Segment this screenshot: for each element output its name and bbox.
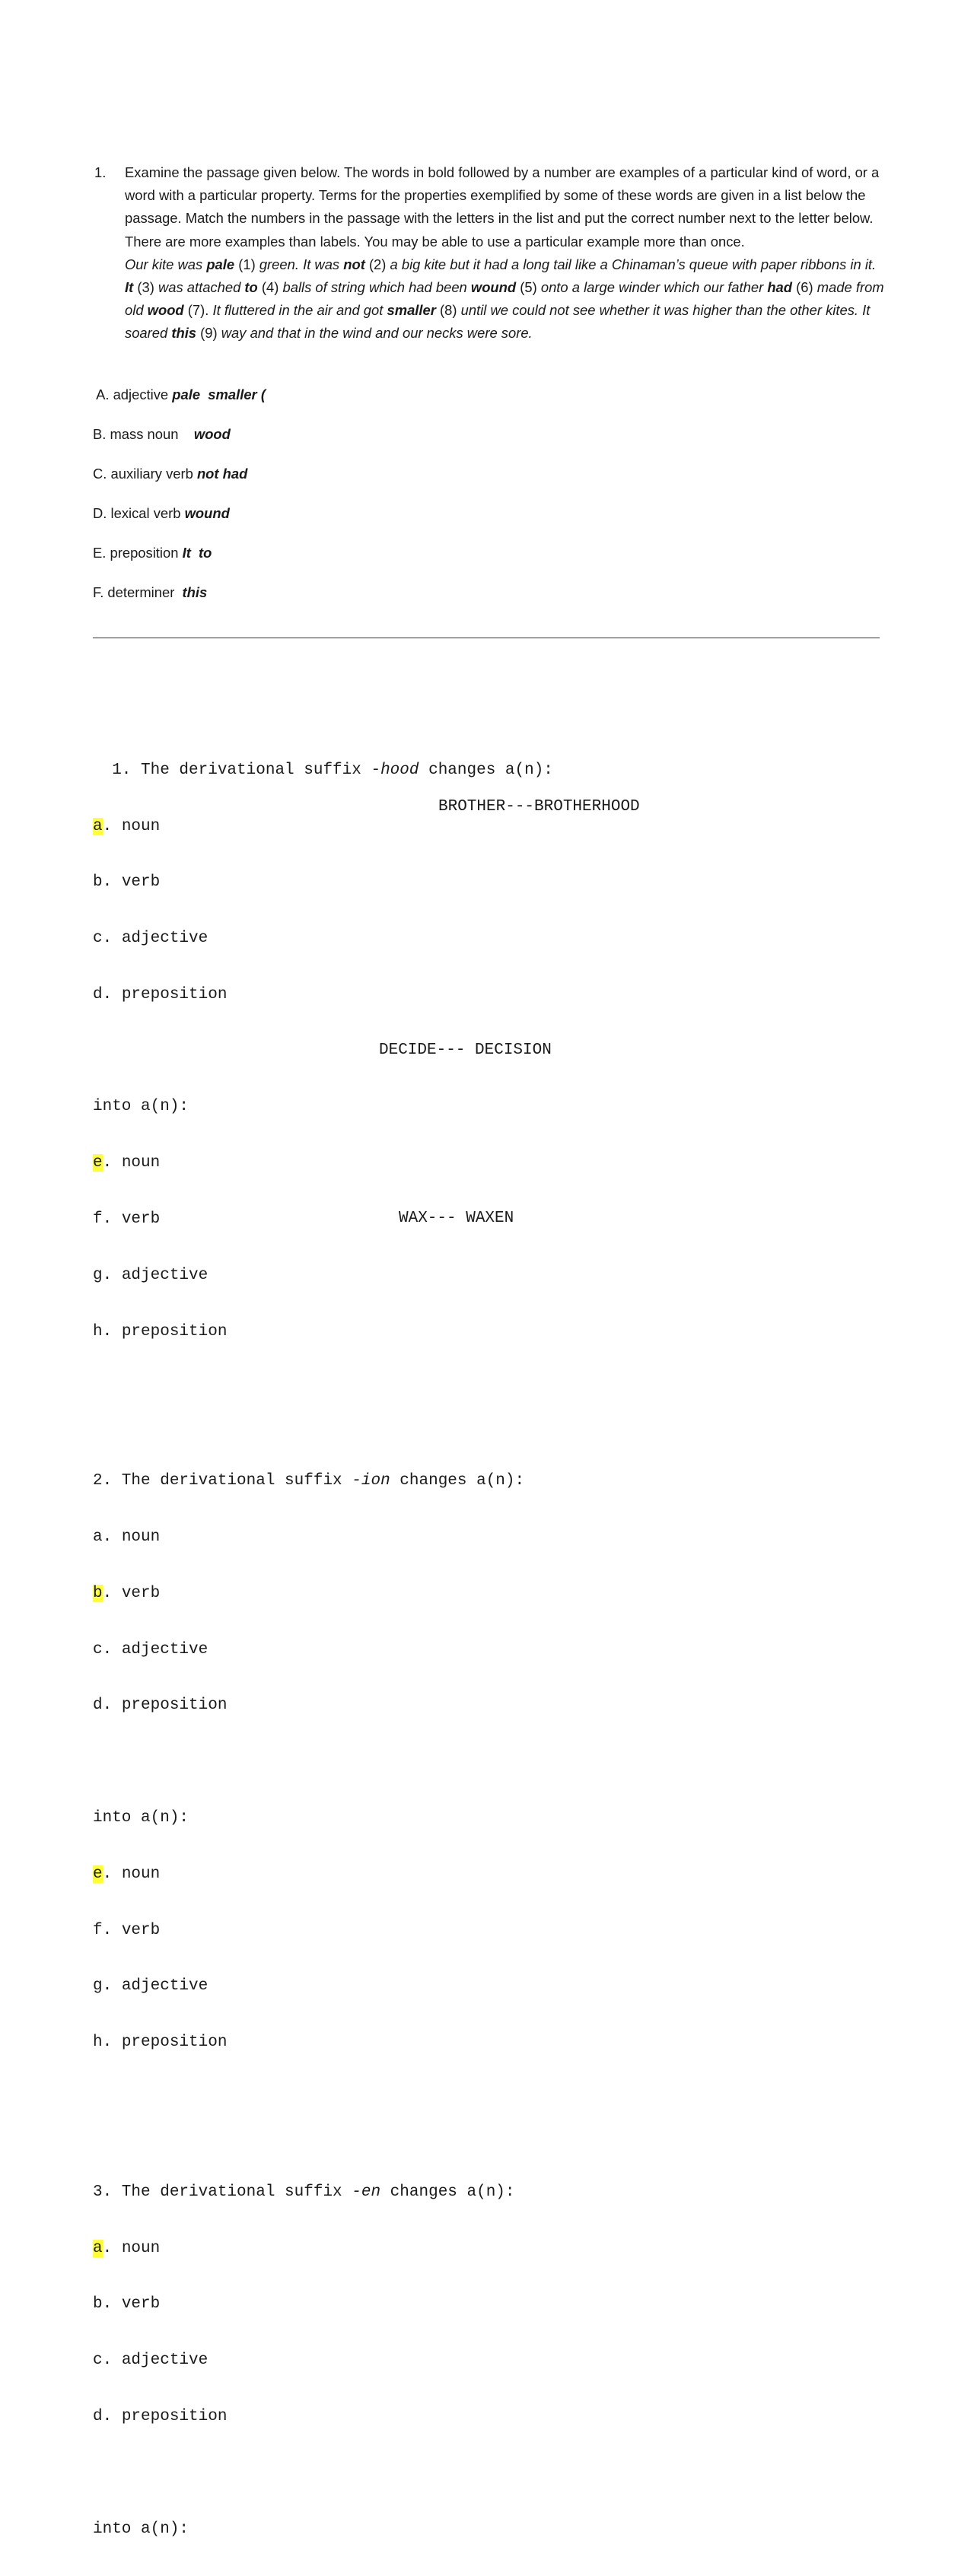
example-pair-3: WAX--- WAXEN — [399, 1210, 514, 1227]
spacer — [93, 1379, 553, 1398]
heading-text: 1. The derivational suffix — [93, 761, 371, 779]
label-text: B. mass noun — [93, 426, 194, 442]
option-c[interactable] — [93, 930, 553, 949]
spacer — [93, 2090, 553, 2109]
option-b[interactable] — [93, 1585, 553, 1604]
option-text: . verb — [102, 1210, 161, 1229]
label-answer: this — [182, 584, 208, 600]
label-answer: not had — [196, 466, 248, 482]
example-number: (2) — [364, 256, 390, 272]
label-row-f — [93, 583, 266, 622]
option-letter: a — [93, 817, 103, 835]
passage-text: until we could not see whether it was higher than the other kites. It soared — [125, 302, 871, 342]
option-text: . verb — [102, 873, 161, 892]
label-answer: It to — [182, 545, 212, 561]
option-letter: b — [93, 1584, 103, 1602]
option-letter: g — [93, 1977, 103, 1996]
option-letter: b — [93, 2295, 103, 2314]
option-text: . preposition — [102, 985, 228, 1003]
example-number: (5) — [516, 279, 541, 296]
suffix: -hood — [371, 761, 419, 779]
bold-word: pale — [206, 256, 235, 272]
option-letter: d — [93, 2408, 103, 2426]
passage-text: was attached — [158, 279, 245, 296]
suffix: -en — [352, 2183, 381, 2201]
option-text: . preposition — [102, 2408, 228, 2426]
option-letter: c — [93, 2352, 103, 2370]
passage-text: made from old — [125, 279, 884, 319]
label-row-a — [93, 385, 266, 425]
bold-word: It — [125, 279, 134, 296]
label-answer: wood — [193, 426, 231, 442]
example-pair-2: DECIDE--- DECISION — [379, 1042, 552, 1059]
option-h[interactable] — [93, 1323, 553, 1342]
item-2-heading — [93, 1472, 553, 1491]
question-instructions: Examine the passage given below. The words in bold followed by a number are examples of a particular kind of word, or a word with a particular property. Terms for the properties exemplified by some of these words are given in a list below the passage. Match the numbers in the passage with the letters in the list and put the correct number next to the letter below. There are more examples than labels. You may be able to use a particular example more than once. — [125, 164, 880, 250]
option-h[interactable] — [93, 2034, 553, 2053]
option-letter: g — [93, 1266, 103, 1284]
option-letter: d — [93, 1697, 103, 1715]
option-text: . adjective — [102, 930, 208, 948]
label-text: D. lexical verb — [93, 505, 185, 521]
label-text: E. preposition — [93, 545, 183, 561]
option-text: . adjective — [102, 1640, 208, 1658]
heading-text: changes a(n): — [390, 1472, 525, 1490]
heading-text: 3. The derivational suffix — [93, 2183, 352, 2201]
option-text: . preposition — [102, 1697, 228, 1715]
suffix: -ion — [352, 1472, 390, 1490]
spacer — [93, 1753, 553, 1772]
example-number: (7). — [183, 302, 213, 319]
option-letter: e — [93, 1865, 103, 1883]
option-text: . verb — [102, 2295, 161, 2314]
option-text: . verb — [102, 1921, 161, 1939]
option-text: . noun — [102, 1865, 161, 1883]
question-1 — [94, 161, 886, 345]
spacer — [93, 2464, 553, 2483]
item-3-heading — [93, 2183, 553, 2202]
into-label: into a(n): — [93, 1098, 189, 1116]
passage-text: Our kite was — [125, 256, 207, 272]
example-number: (6) — [792, 279, 817, 296]
label-answer: wound — [184, 505, 230, 521]
option-text: . noun — [102, 817, 161, 835]
example-pair-1: BROTHER---BROTHERHOOD — [438, 798, 640, 816]
into-label: into a(n): — [93, 2520, 189, 2538]
heading-text: 2. The derivational suffix — [93, 1472, 352, 1490]
option-g[interactable] — [93, 1267, 553, 1286]
option-text: . adjective — [102, 1977, 208, 1996]
bold-word: to — [244, 279, 258, 296]
passage-text: a big kite but it had a long tail like a Chinaman’s queue with paper ribbons in it. — [390, 256, 877, 272]
passage-text: way and that in the wind and our necks were sore. — [221, 325, 533, 342]
label-row-c — [93, 464, 266, 504]
passage-text: onto a large winder which our father — [540, 279, 768, 296]
label-text: F. determiner — [93, 584, 183, 600]
bold-word: wound — [470, 279, 517, 296]
option-d[interactable] — [93, 1697, 553, 1716]
label-row-b — [93, 425, 266, 464]
option-letter: b — [93, 873, 103, 892]
suffix-questions — [93, 705, 553, 2576]
example-number: (4) — [257, 279, 283, 296]
option-text: . preposition — [102, 1322, 228, 1340]
item-1-heading — [93, 762, 553, 781]
option-text: . adjective — [102, 2352, 208, 2370]
example-number: (8) — [435, 302, 461, 319]
label-text: C. auxiliary verb — [93, 466, 197, 482]
heading-text: changes a(n): — [419, 761, 553, 779]
option-letter: a — [93, 1528, 103, 1547]
option-c[interactable] — [93, 2352, 553, 2371]
option-letter: c — [93, 930, 103, 948]
option-b[interactable] — [93, 873, 553, 892]
passage — [125, 253, 886, 345]
label-row-d — [93, 504, 266, 543]
bold-word: not — [343, 256, 365, 272]
option-letter: c — [93, 1640, 103, 1658]
option-e[interactable] — [93, 1154, 553, 1173]
passage-text: green. It was — [259, 256, 344, 272]
option-g[interactable] — [93, 1977, 553, 1996]
option-letter: f — [93, 1921, 103, 1939]
bold-word: wood — [147, 302, 184, 319]
option-text: . noun — [102, 1528, 161, 1547]
label-list — [93, 385, 266, 622]
heading-text: changes a(n): — [380, 2183, 515, 2201]
option-d[interactable] — [93, 986, 553, 1005]
example-number: (3) — [133, 279, 158, 296]
option-letter: a — [93, 2239, 103, 2257]
passage-text: balls of string which had been — [282, 279, 471, 296]
option-c[interactable] — [93, 1641, 553, 1660]
question-number: 1. — [94, 164, 107, 180]
option-letter: h — [93, 2034, 103, 2052]
option-letter: h — [93, 1322, 103, 1340]
option-text: . verb — [102, 1584, 161, 1602]
option-text: . noun — [102, 1154, 161, 1172]
label-answer: pale smaller ( — [172, 386, 266, 402]
option-e[interactable] — [93, 1865, 553, 1884]
option-text: . noun — [102, 2239, 161, 2257]
option-letter: d — [93, 985, 103, 1003]
option-a[interactable] — [93, 2240, 553, 2259]
option-b[interactable] — [93, 2295, 553, 2314]
option-a[interactable] — [93, 1528, 553, 1547]
example-number: (9) — [196, 325, 221, 342]
option-a[interactable] — [93, 818, 553, 837]
option-letter: e — [93, 1154, 103, 1172]
bold-word: smaller — [387, 302, 436, 319]
example-number: (1) — [234, 256, 259, 272]
option-letter: f — [93, 1210, 103, 1229]
into-label: into a(n): — [93, 1809, 189, 1827]
label-row-e — [93, 543, 266, 583]
option-d[interactable] — [93, 2408, 553, 2427]
option-text: . preposition — [102, 2034, 228, 2052]
passage-text: It fluttered in the air and got — [212, 302, 387, 319]
bold-word: had — [767, 279, 793, 296]
label-text: A. adjective — [93, 386, 173, 402]
option-f[interactable] — [93, 1922, 553, 1941]
bold-word: this — [171, 325, 197, 342]
option-text: . adjective — [102, 1266, 208, 1284]
